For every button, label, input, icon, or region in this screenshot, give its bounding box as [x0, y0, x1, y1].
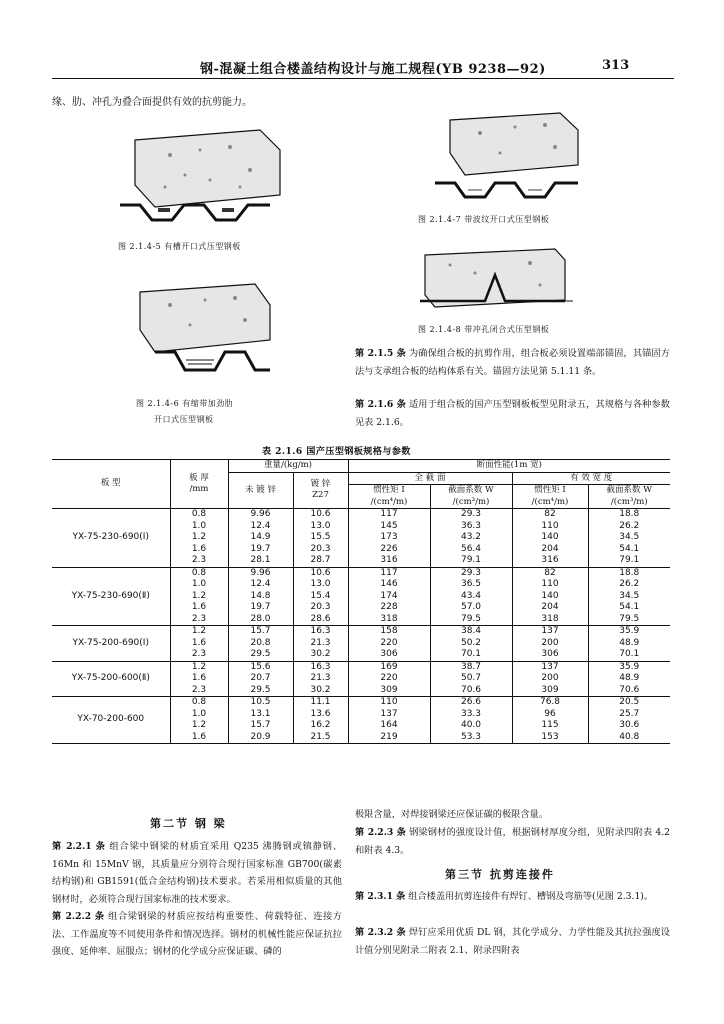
table-cell: 16.3 — [293, 626, 348, 638]
caption-figure-8: 图 2.1.4-8 带冲孔闭合式压型钢板 — [418, 325, 550, 334]
table-cell: 36.5 — [430, 579, 512, 591]
table-cell: 10.6 — [293, 567, 348, 579]
table-cell: 14.9 — [228, 532, 293, 544]
table-cell: 14.8 — [228, 591, 293, 603]
table-cell: 30.2 — [293, 685, 348, 697]
table-cell: 15.5 — [293, 532, 348, 544]
table-cell: 38.7 — [430, 661, 512, 673]
deck-spec-table — [52, 459, 670, 744]
col-full-inertia: 惯性矩 I — [348, 485, 430, 497]
table-cell: 146 — [348, 579, 430, 591]
table-cell: 34.5 — [588, 532, 670, 544]
table-cell: 20.5 — [588, 697, 670, 709]
table-cell: 35.9 — [588, 661, 670, 673]
table-cell: 1.6 — [170, 732, 228, 744]
table-cell: 309 — [512, 685, 588, 697]
col-zinc: 镀 锌 Z27 — [293, 472, 348, 509]
table-cell: 2.3 — [170, 614, 228, 626]
table-cell: 70.6 — [588, 685, 670, 697]
running-header — [0, 0, 724, 80]
table-cell: 43.2 — [430, 532, 512, 544]
lead-text: 缘、肋、冲孔为叠合面提供有效的抗剪能力。 — [52, 97, 252, 108]
table-cell: 28.0 — [228, 614, 293, 626]
table-cell: 9.96 — [228, 567, 293, 579]
header-rule — [52, 78, 674, 79]
table-cell: 226 — [348, 544, 430, 556]
clause-2-2-2-heading: 第 2.2.2 条 — [52, 911, 105, 922]
table-cell: 19.7 — [228, 602, 293, 614]
table-cell: 13.6 — [293, 709, 348, 721]
table-cell: 79.5 — [588, 614, 670, 626]
table-cell: 137 — [348, 709, 430, 721]
table-cell: 21.3 — [293, 673, 348, 685]
table-cell: 1.2 — [170, 591, 228, 603]
unit-eff-modulus: /(cm³/m) — [588, 497, 670, 509]
table-cell: 306 — [512, 649, 588, 661]
table-cell: 10.6 — [293, 509, 348, 521]
caption-figure-5: 图 2.1.4-5 有槽开口式压型钢板 — [118, 242, 241, 251]
table-cell: 140 — [512, 532, 588, 544]
table-cell: 16.2 — [293, 720, 348, 732]
table-cell: 318 — [348, 614, 430, 626]
table-cell: 20.3 — [293, 544, 348, 556]
table-cell: 57.0 — [430, 602, 512, 614]
clause-2-1-5 — [355, 345, 670, 380]
table-cell: 96 — [512, 709, 588, 721]
clause-2-2-1-heading: 第 2.2.1 条 — [52, 841, 106, 852]
table-cell: 29.3 — [430, 567, 512, 579]
table-cell: 38.4 — [430, 626, 512, 638]
table-cell: 36.3 — [430, 521, 512, 533]
table-cell: 30.6 — [588, 720, 670, 732]
table-cell: 13.0 — [293, 521, 348, 533]
table-cell: 29.3 — [430, 509, 512, 521]
table-cell: 1.2 — [170, 661, 228, 673]
table-cell: 15.6 — [228, 661, 293, 673]
clause-2-2-3-text: 钢梁钢材的强度设计值，根据钢材厚度分组，见附录四附表 4.2 和附表 4.3。 — [355, 827, 670, 856]
deck-type-cell: YX-75-230-690(Ⅱ) — [52, 567, 170, 626]
clause-2-3-2 — [355, 924, 670, 959]
col-no-zinc: 未 镀 锌 — [228, 472, 293, 509]
table-cell: 110 — [512, 521, 588, 533]
table-cell: 1.6 — [170, 602, 228, 614]
table-cell: 309 — [348, 685, 430, 697]
caption-figure-6-line2: 开口式压型钢板 — [154, 415, 214, 424]
table-body — [52, 509, 670, 744]
table-cell: 2.3 — [170, 649, 228, 661]
table-cell: 1.0 — [170, 521, 228, 533]
caption-figure-6-line1: 图 2.1.4-6 有缩带加劲肋 — [136, 399, 234, 408]
clause-2-1-6 — [355, 396, 670, 431]
table-cell: 82 — [512, 509, 588, 521]
table-cell: 56.4 — [430, 544, 512, 556]
caption-figure-7: 图 2.1.4-7 带波纹开口式压型钢板 — [418, 215, 550, 224]
table-cell: 50.7 — [430, 673, 512, 685]
figure-corrugated-open-deck — [430, 105, 590, 205]
table-cell: 137 — [512, 626, 588, 638]
table-cell: 228 — [348, 602, 430, 614]
table-cell: 70.1 — [588, 649, 670, 661]
clause-2-2-1 — [52, 838, 342, 908]
table-cell: 28.6 — [293, 614, 348, 626]
table-cell: 1.0 — [170, 579, 228, 591]
table-cell: 117 — [348, 509, 430, 521]
col-weight-group: 重量/(kg/m) — [228, 460, 348, 473]
table-cell: 34.5 — [588, 591, 670, 603]
table-cell: 9.96 — [228, 509, 293, 521]
clause-2-1-6-text: 适用于组合板的国产压型钢板板型见附录五，其规格与各种参数见表 2.1.6。 — [355, 399, 670, 428]
col-eff-modulus: 截面系数 W — [588, 485, 670, 497]
table-cell: 318 — [512, 614, 588, 626]
table-cell: 48.9 — [588, 638, 670, 650]
table-cell: 29.5 — [228, 685, 293, 697]
table-cell: 110 — [512, 579, 588, 591]
table-cell: 204 — [512, 544, 588, 556]
unit-full-inertia: /(cm⁴/m) — [348, 497, 430, 509]
table-cell: 10.5 — [228, 697, 293, 709]
table-cell: 18.8 — [588, 567, 670, 579]
table-cell: 140 — [512, 591, 588, 603]
table-cell: 40.8 — [588, 732, 670, 744]
section-2-title: 第二节 钢 梁 — [150, 817, 227, 830]
col-section-group: 断面性能(1m 宽) — [348, 460, 670, 473]
figure-perforated-closed-deck — [415, 245, 575, 320]
table-cell: 15.7 — [228, 626, 293, 638]
table-cell: 48.9 — [588, 673, 670, 685]
table-cell: 43.4 — [430, 591, 512, 603]
table-cell: 15.4 — [293, 591, 348, 603]
deck-type-cell: YX-75-200-690(Ⅰ) — [52, 626, 170, 662]
clause-2-1-5-text: 为确保组合板的抗剪作用，组合板必须设置端部锚固，其锚固方法与支承组合板的结构体系有关。锚固方法见第 5.1.11 条。 — [355, 348, 670, 377]
table-cell: 82 — [512, 567, 588, 579]
table-cell: 13.0 — [293, 579, 348, 591]
table-cell: 15.7 — [228, 720, 293, 732]
clause-2-2-3-heading: 第 2.2.3 条 — [355, 827, 407, 838]
page-number: 313 — [602, 58, 630, 73]
table-cell: 33.3 — [430, 709, 512, 721]
table-cell: 19.7 — [228, 544, 293, 556]
table-cell: 70.1 — [430, 649, 512, 661]
table-cell: 1.2 — [170, 532, 228, 544]
clause-2-2-1-text: 组合梁中钢梁的材质宜采用 Q235 沸腾钢或镇静钢、16Mn 和 15MnV 钢，其质量应分别符合现行国家标准 GB700(碳素结构钢)和 GB1591(低合金结构钢)技术要求。若采用相似质量的其他钢材时，必须符合现行国家标准的技术要求。 — [52, 841, 342, 905]
table-cell: 54.1 — [588, 544, 670, 556]
table-cell: 2.3 — [170, 685, 228, 697]
table-cell: 1.6 — [170, 673, 228, 685]
deck-type-cell: YX-75-230-690(Ⅰ) — [52, 509, 170, 568]
table-cell: 169 — [348, 661, 430, 673]
col-type: 板 型 — [100, 478, 121, 489]
table-cell: 13.1 — [228, 709, 293, 721]
table-cell: 1.2 — [170, 720, 228, 732]
table-row — [52, 567, 670, 579]
table-cell: 200 — [512, 673, 588, 685]
table-cell: 110 — [348, 697, 430, 709]
section-3-title: 第三节 抗剪连接件 — [445, 868, 555, 881]
table-cell: 1.2 — [170, 626, 228, 638]
table-cell: 20.7 — [228, 673, 293, 685]
col-effective-width: 有 效 宽 度 — [512, 472, 670, 485]
table-cell: 26.6 — [430, 697, 512, 709]
table-cell: 1.6 — [170, 544, 228, 556]
table-cell: 145 — [348, 521, 430, 533]
clause-2-1-5-heading: 第 2.1.5 条 — [355, 348, 406, 359]
table-cell: 137 — [512, 661, 588, 673]
unit-full-modulus: /(cm³/m) — [430, 497, 512, 509]
table-cell: 70.6 — [430, 685, 512, 697]
table-row — [52, 626, 670, 638]
table-cell: 12.4 — [228, 521, 293, 533]
table-cell: 54.1 — [588, 602, 670, 614]
table-cell: 76.8 — [512, 697, 588, 709]
table-cell: 26.2 — [588, 579, 670, 591]
clause-2-3-1-text: 组合楼盖用抗剪连接件有焊钉、槽钢及弯筋等(见图 2.3.1)。 — [405, 891, 654, 902]
table-row — [52, 697, 670, 709]
table-cell: 153 — [512, 732, 588, 744]
deck-type-cell: YX-70-200-600 — [52, 697, 170, 744]
deck-type-cell: YX-75-200-600(Ⅱ) — [52, 661, 170, 697]
clause-continuation: 极限含量，对焊接钢梁还应保证碳的极限含量。 — [355, 809, 548, 820]
table-cell: 35.9 — [588, 626, 670, 638]
table-cell: 158 — [348, 626, 430, 638]
table-cell: 219 — [348, 732, 430, 744]
table-cell: 12.4 — [228, 579, 293, 591]
clause-2-1-6-heading: 第 2.1.6 条 — [355, 399, 406, 410]
clause-2-3-2-text: 焊钉应采用优质 DL 钢，其化学成分、力学性能及其抗拉强度设计值分别见附录二附表 2.1、附录四附表 — [355, 927, 670, 956]
table-cell: 53.3 — [430, 732, 512, 744]
clause-2-2-2-text: 组合梁钢梁的材质应按结构重要性、荷载特征、连接方法、工作温度等不同使用条件和情况选择。钢材的机械性能应保证抗拉强度、延伸率、屈服点；钢材的化学成分应保证碳、磷的 — [52, 911, 342, 957]
table-row — [52, 661, 670, 673]
table-cell: 174 — [348, 591, 430, 603]
table-cell: 20.9 — [228, 732, 293, 744]
table-row — [52, 509, 670, 521]
table-cell: 20.3 — [293, 602, 348, 614]
table-cell: 26.2 — [588, 521, 670, 533]
table-cell: 0.8 — [170, 567, 228, 579]
table-cell: 1.0 — [170, 709, 228, 721]
clause-2-2-3 — [355, 824, 670, 859]
table-cell: 115 — [512, 720, 588, 732]
figure-stiffened-open-deck — [120, 280, 280, 385]
table-cell: 204 — [512, 602, 588, 614]
clause-2-2-2 — [52, 908, 342, 961]
table-cell: 164 — [348, 720, 430, 732]
unit-eff-inertia: /(cm⁴/m) — [512, 497, 588, 509]
table-cell: 18.8 — [588, 509, 670, 521]
table-caption: 表 2.1.6 国产压型钢板规格与参数 — [262, 447, 411, 457]
table-cell: 16.3 — [293, 661, 348, 673]
table-cell: 316 — [348, 555, 430, 567]
col-thickness: 板 厚 /mm — [170, 460, 228, 509]
table-cell: 11.1 — [293, 697, 348, 709]
table-cell: 2.3 — [170, 555, 228, 567]
table-cell: 220 — [348, 673, 430, 685]
table-cell: 0.8 — [170, 697, 228, 709]
table-cell: 29.5 — [228, 649, 293, 661]
table-cell: 20.8 — [228, 638, 293, 650]
table-cell: 79.5 — [430, 614, 512, 626]
clause-2-3-2-heading: 第 2.3.2 条 — [355, 927, 406, 938]
header-title: 钢-混凝土组合楼盖结构设计与施工规程(YB 9238—92) — [200, 62, 546, 77]
table-cell: 28.7 — [293, 555, 348, 567]
table-cell: 79.1 — [588, 555, 670, 567]
table-cell: 220 — [348, 638, 430, 650]
col-full-modulus: 截面系数 W — [430, 485, 512, 497]
table-cell: 50.2 — [430, 638, 512, 650]
clause-2-3-1-heading: 第 2.3.1 条 — [355, 891, 406, 902]
table-cell: 21.3 — [293, 638, 348, 650]
table-cell: 1.6 — [170, 638, 228, 650]
table-cell: 173 — [348, 532, 430, 544]
table-cell: 79.1 — [430, 555, 512, 567]
col-full-section: 全 截 面 — [348, 472, 512, 485]
table-cell: 28.1 — [228, 555, 293, 567]
table-cell: 0.8 — [170, 509, 228, 521]
col-eff-inertia: 惯性矩 I — [512, 485, 588, 497]
table-cell: 21.5 — [293, 732, 348, 744]
table-cell: 316 — [512, 555, 588, 567]
table-cell: 200 — [512, 638, 588, 650]
figure-slotted-open-deck — [110, 125, 285, 235]
table-cell: 30.2 — [293, 649, 348, 661]
table-cell: 117 — [348, 567, 430, 579]
table-cell: 25.7 — [588, 709, 670, 721]
table-cell: 40.0 — [430, 720, 512, 732]
clause-2-3-1 — [355, 888, 670, 906]
table-cell: 306 — [348, 649, 430, 661]
